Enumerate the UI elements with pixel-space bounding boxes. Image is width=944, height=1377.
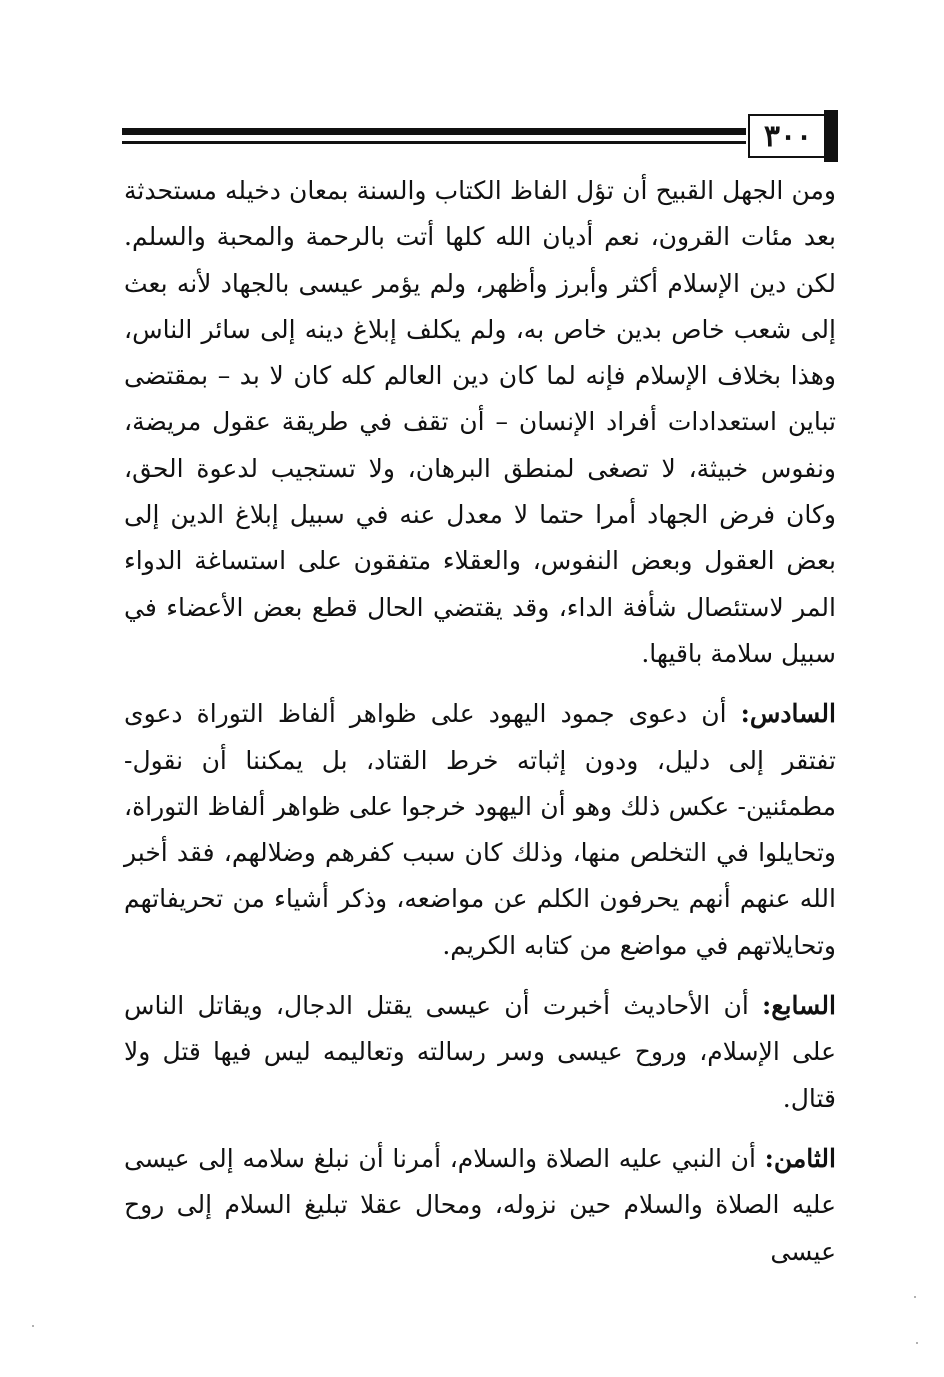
paragraph-text: أن دعوى جمود اليهود على ظواهر ألفاظ التوراة دعوى تفتقر إلى دليل، ودون إثباته خرط القتاد، بل يمكننا أن نقول- مطمئنين- عكس ذلك وهو أن اليهود خرجوا على ظواهر ألفاظ التوراة، وتحايلوا في التخلص منها، وذلك كان سبب كفرهم وضلالهم، فقد أخبر الله عنهم أنهم يحرفون الكلم عن مواضعه، وذكر أشياء من تحريفاتهم وتحايلاتهم في مواضع من كتابه الكريم.: [124, 699, 836, 960]
page-number-edge: [824, 110, 838, 162]
scan-speck: [32, 1325, 34, 1327]
header-rule-thin: [122, 141, 746, 144]
paragraph-heading: السابع:: [762, 991, 836, 1021]
header-rule-thick: [122, 128, 746, 135]
paragraph-eighth: [124, 1136, 836, 1275]
page-header: [122, 110, 840, 160]
paragraph-text: أن الأحاديث أخبرت أن عيسى يقتل الدجال، ويقاتل الناس على الإسلام، وروح عيسى وسر رسالته وتعاليمه ليس فيها قتل ولا قتال.: [124, 991, 836, 1113]
page-body: [124, 168, 836, 1275]
paragraph-sixth: [124, 691, 836, 969]
paragraph-text: أن النبي عليه الصلاة والسلام، أمرنا أن نبلغ سلامه إلى عيسى عليه الصلاة والسلام حين نزوله، ومحال عقلا تبليغ السلام إلى روح عيسى: [124, 1143, 837, 1266]
paragraph-heading: الثامن:: [764, 1143, 836, 1173]
paragraph-seventh: [124, 983, 836, 1122]
scan-speck: [916, 1342, 918, 1344]
page-number: ٣٠٠: [748, 114, 826, 158]
paragraph-heading: السادس:: [740, 699, 836, 729]
scan-speck: [914, 1296, 916, 1298]
paragraph-intro: [124, 168, 836, 677]
paragraph-text: ومن الجهل القبيح أن تؤل الفاظ الكتاب والسنة بمعان دخيله مستحدثة بعد مئات القرون، نعم أديان الله كلها أتت بالرحمة والمحبة والسلم. لكن دين الإسلام أكثر وأبرز وأظهر، ولم يؤمر عيسى بالجهاد لأنه بعث إلى شعب خاص بدين خاص به، ولم يكلف إبلاغ دينه إلى سائر الناس، وهذا بخلاف الإسلام فإنه لما كان دين العالم كله كان لا بد – بمقتضى تباين استعدادات أفراد الإنسان – أن تقف في طريقة عقول مريضة، ونفوس خبيثة، لا تصغى لمنطق البرهان، ولا تستجيب لدعوة الحق، وكان فرض الجهاد أمرا حتما لا معدل عنه في سبيل إبلاغ الدين إلى بعض العقول وبعض النفوس، والعقلاء متفقون على استساغة الدواء المر لاستئصال شأفة الداء، وقد يقتضي الحال قطع بعض الأعضاء في سبيل سلامة باقيها.: [124, 176, 836, 668]
